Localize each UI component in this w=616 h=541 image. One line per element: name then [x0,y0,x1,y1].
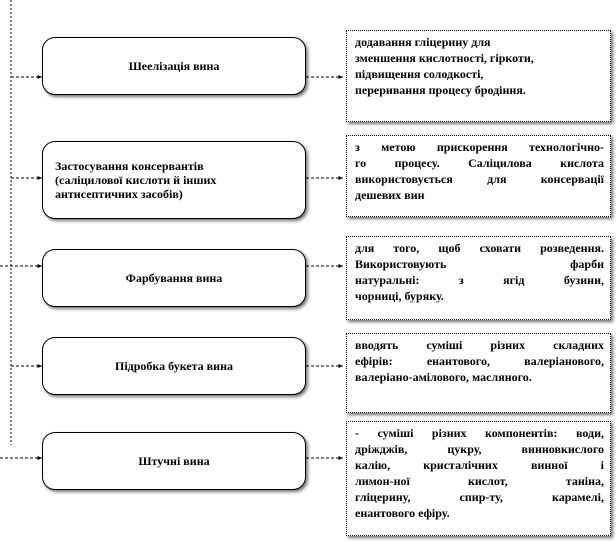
node-label: Фарбування вина [125,271,223,285]
node-label: Підробка букета вина [115,359,233,373]
description-preservatives [346,135,611,217]
description-line: валеріано-амілового, масляного. [355,370,532,384]
description-line: лимон-ної кислот, таніна, [355,474,604,488]
description-line: переривання процесу бродіння. [355,83,526,97]
description-line: ефірів: енантового, валеріанового, [355,354,604,368]
description-artificial-wines [346,421,611,536]
description-line: натуральні: з ягід бузини, [355,273,604,287]
description-line: вводять суміші різних складних [355,338,604,352]
description-line: для того, щоб сховати розведення. [355,241,604,255]
description-line: зменшення кислотності, гіркоти, [355,51,534,65]
description-line: гліцерину, спир-ту, карамелі, [355,490,604,504]
description-line: чорниці, буряку. [355,289,444,303]
description-line: Використовують фарби [355,257,604,271]
description-line: дешевих вин [355,188,425,202]
description-line: дріжджів, цукру, винновкислого [355,442,604,456]
node-label: (саліцилової кислоти й інших [55,173,217,187]
node-coloring [42,249,306,307]
node-label: Шеелізація вина [128,59,220,73]
node-preservatives [42,141,306,219]
node-label: Застосування консервантів [55,159,204,173]
description-line: калію, кристалічних винної і [355,458,604,472]
description-bouquet-imitation [346,333,611,413]
node-artificial-wines [42,432,306,490]
description-line: підвищення солодкості, [355,67,484,81]
description-coloring [346,236,611,320]
description-line: го процесу. Саліцилова кислота [355,156,604,170]
description-line: - суміші різних компонентів: води, [355,426,604,440]
description-line: додавання гліцерину для [355,35,491,49]
node-label: Штучні вина [138,454,210,468]
node-bouquet-imitation [42,337,306,395]
description-line: енантового ефіру. [355,506,450,520]
description-line: використовується для консервації [355,172,604,186]
node-sheelization [42,37,306,95]
description-sheelization [346,30,611,122]
node-label: антисептичних засобів) [55,187,183,201]
description-line: з метою прискорення технологічно- [355,140,604,154]
